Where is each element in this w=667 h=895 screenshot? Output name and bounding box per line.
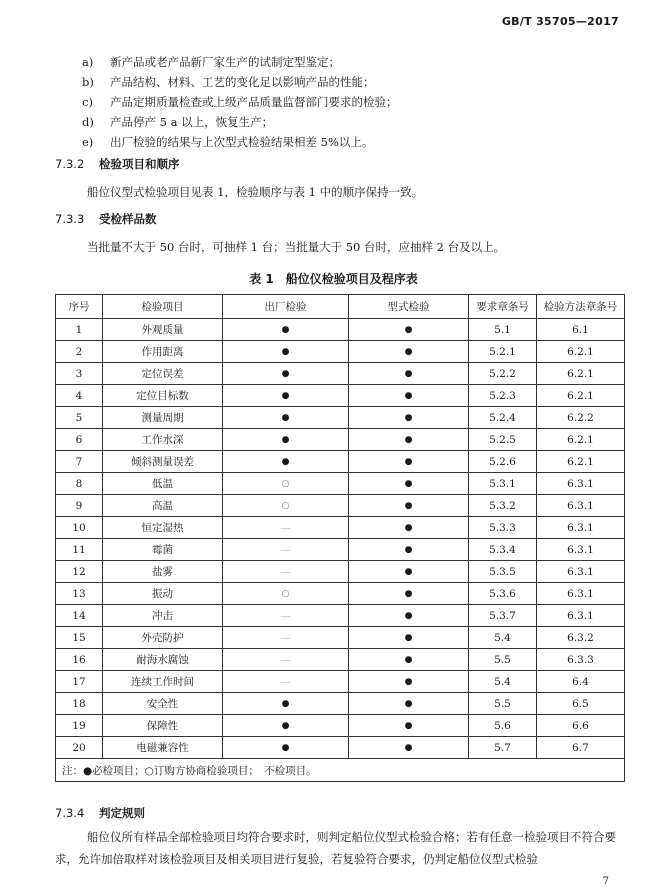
row-number-cell: 7 bbox=[56, 451, 103, 473]
row-number-cell: 14 bbox=[56, 605, 103, 627]
factory-inspection-cell: ● bbox=[223, 429, 349, 451]
factory-inspection-cell: ● bbox=[223, 715, 349, 737]
table-row bbox=[56, 385, 625, 407]
factory-inspection-cell: ● bbox=[223, 385, 349, 407]
column-header: 序号 bbox=[56, 295, 103, 319]
type-inspection-cell: ● bbox=[349, 407, 469, 429]
item-name-cell: 安全性 bbox=[103, 693, 223, 715]
type-inspection-cell: ● bbox=[349, 319, 469, 341]
method-clause-cell: 6.3.1 bbox=[537, 517, 625, 539]
list-marker: c) bbox=[82, 95, 93, 109]
item-name-cell: 霉菌 bbox=[103, 539, 223, 561]
row-number-cell: 20 bbox=[56, 737, 103, 759]
type-inspection-cell: ● bbox=[349, 539, 469, 561]
section-heading-7-3-4 bbox=[55, 805, 145, 821]
factory-inspection-cell: — bbox=[223, 539, 349, 561]
method-clause-cell: 6.2.1 bbox=[537, 429, 625, 451]
section-title: 受检样品数 bbox=[99, 212, 157, 226]
list-item bbox=[82, 72, 642, 92]
section-heading-7-3-3 bbox=[55, 211, 157, 227]
method-clause-cell: 6.3.1 bbox=[537, 583, 625, 605]
method-clause-cell: 6.3.1 bbox=[537, 561, 625, 583]
factory-inspection-cell: — bbox=[223, 671, 349, 693]
method-clause-cell: 6.6 bbox=[537, 715, 625, 737]
list-item-text: 产品定期质量检查或上级产品质量监督部门要求的检验； bbox=[110, 95, 398, 109]
method-clause-cell: 6.4 bbox=[537, 671, 625, 693]
requirement-clause-cell: 5.3.2 bbox=[469, 495, 537, 517]
table-note-row bbox=[56, 759, 625, 782]
factory-inspection-cell: ● bbox=[223, 341, 349, 363]
method-clause-cell: 6.2.2 bbox=[537, 407, 625, 429]
list-item bbox=[82, 52, 642, 72]
table-row bbox=[56, 429, 625, 451]
item-name-cell: 低温 bbox=[103, 473, 223, 495]
list-marker: e) bbox=[82, 135, 94, 149]
method-clause-cell: 6.3.1 bbox=[537, 495, 625, 517]
requirement-clause-cell: 5.5 bbox=[469, 649, 537, 671]
table-row bbox=[56, 363, 625, 385]
factory-inspection-cell: ● bbox=[223, 451, 349, 473]
method-clause-cell: 6.3.1 bbox=[537, 539, 625, 561]
item-name-cell: 恒定湿热 bbox=[103, 517, 223, 539]
factory-inspection-cell: ● bbox=[223, 363, 349, 385]
section-paragraph-7-3-3: 当批量不大于 50 台时，可抽样 1 台；当批量大于 50 台时，应抽样 2 台及以上。 bbox=[87, 240, 506, 254]
standard-code-header: GB/T 35705—2017 bbox=[501, 15, 619, 28]
table-row bbox=[56, 517, 625, 539]
section-heading-7-3-2 bbox=[55, 156, 180, 172]
requirement-clause-cell: 5.7 bbox=[469, 737, 537, 759]
factory-inspection-cell: ○ bbox=[223, 495, 349, 517]
table-header-row bbox=[56, 295, 625, 319]
requirement-clause-cell: 5.5 bbox=[469, 693, 537, 715]
requirement-clause-cell: 5.3.4 bbox=[469, 539, 537, 561]
item-name-cell: 电磁兼容性 bbox=[103, 737, 223, 759]
type-inspection-cell: ● bbox=[349, 715, 469, 737]
section-title: 检验项目和顺序 bbox=[99, 157, 180, 171]
type-inspection-cell: ● bbox=[349, 473, 469, 495]
table-note: 注：●必检项目；○订购方协商检验项目； 不检项目。 bbox=[56, 759, 625, 782]
column-header: 检验方法章条号 bbox=[537, 295, 625, 319]
item-name-cell: 定位目标数 bbox=[103, 385, 223, 407]
table-row bbox=[56, 693, 625, 715]
section-title: 判定规则 bbox=[99, 806, 145, 820]
table-row bbox=[56, 319, 625, 341]
section-number: 7.3.2 bbox=[55, 157, 85, 171]
type-inspection-cell: ● bbox=[349, 429, 469, 451]
type-inspection-cell: ● bbox=[349, 385, 469, 407]
list-item-text: 出厂检验的结果与上次型式检验结果相差 5%以上。 bbox=[110, 135, 374, 149]
type-inspection-cell: ● bbox=[349, 693, 469, 715]
type-inspection-cell: ● bbox=[349, 451, 469, 473]
row-number-cell: 18 bbox=[56, 693, 103, 715]
requirement-clause-cell: 5.4 bbox=[469, 671, 537, 693]
inspection-conditions-list bbox=[82, 52, 642, 152]
table-caption: 表 1 船位仪检验项目及程序表 bbox=[249, 272, 418, 286]
method-clause-cell: 6.2.1 bbox=[537, 341, 625, 363]
table-row bbox=[56, 407, 625, 429]
table-row bbox=[56, 539, 625, 561]
requirement-clause-cell: 5.2.3 bbox=[469, 385, 537, 407]
list-marker: a) bbox=[82, 55, 94, 69]
table-row bbox=[56, 495, 625, 517]
type-inspection-cell: ● bbox=[349, 341, 469, 363]
factory-inspection-cell: — bbox=[223, 561, 349, 583]
table-row bbox=[56, 583, 625, 605]
item-name-cell: 高温 bbox=[103, 495, 223, 517]
factory-inspection-cell: ● bbox=[223, 693, 349, 715]
list-item bbox=[82, 132, 642, 152]
requirement-clause-cell: 5.2.5 bbox=[469, 429, 537, 451]
row-number-cell: 1 bbox=[56, 319, 103, 341]
row-number-cell: 11 bbox=[56, 539, 103, 561]
requirement-clause-cell: 5.2.4 bbox=[469, 407, 537, 429]
list-marker: b) bbox=[82, 75, 94, 89]
row-number-cell: 2 bbox=[56, 341, 103, 363]
type-inspection-cell: ● bbox=[349, 649, 469, 671]
table-row bbox=[56, 671, 625, 693]
method-clause-cell: 6.5 bbox=[537, 693, 625, 715]
item-name-cell: 外观质量 bbox=[103, 319, 223, 341]
column-header: 要求章条号 bbox=[469, 295, 537, 319]
column-header: 型式检验 bbox=[349, 295, 469, 319]
list-marker: d) bbox=[82, 115, 94, 129]
item-name-cell: 振动 bbox=[103, 583, 223, 605]
factory-inspection-cell: ○ bbox=[223, 473, 349, 495]
column-header: 检验项目 bbox=[103, 295, 223, 319]
requirement-clause-cell: 5.3.3 bbox=[469, 517, 537, 539]
method-clause-cell: 6.3.1 bbox=[537, 605, 625, 627]
requirement-clause-cell: 5.1 bbox=[469, 319, 537, 341]
factory-inspection-cell: — bbox=[223, 649, 349, 671]
list-item bbox=[82, 112, 642, 132]
item-name-cell: 测量周期 bbox=[103, 407, 223, 429]
list-item bbox=[82, 92, 642, 112]
inspection-items-table bbox=[55, 294, 625, 782]
factory-inspection-cell: — bbox=[223, 605, 349, 627]
page-number: 7 bbox=[602, 876, 609, 887]
factory-inspection-cell: — bbox=[223, 517, 349, 539]
row-number-cell: 16 bbox=[56, 649, 103, 671]
section-paragraph-7-3-2: 船位仪型式检验项目见表 1，检验顺序与表 1 中的顺序保持一致。 bbox=[87, 185, 424, 199]
factory-inspection-cell: ● bbox=[223, 737, 349, 759]
type-inspection-cell: ● bbox=[349, 495, 469, 517]
type-inspection-cell: ● bbox=[349, 363, 469, 385]
table-row bbox=[56, 627, 625, 649]
type-inspection-cell: ● bbox=[349, 561, 469, 583]
row-number-cell: 13 bbox=[56, 583, 103, 605]
table-row bbox=[56, 715, 625, 737]
requirement-clause-cell: 5.2.6 bbox=[469, 451, 537, 473]
requirement-clause-cell: 5.3.1 bbox=[469, 473, 537, 495]
type-inspection-cell: ● bbox=[349, 517, 469, 539]
requirement-clause-cell: 5.6 bbox=[469, 715, 537, 737]
table-row bbox=[56, 451, 625, 473]
row-number-cell: 9 bbox=[56, 495, 103, 517]
method-clause-cell: 6.2.1 bbox=[537, 363, 625, 385]
item-name-cell: 工作水深 bbox=[103, 429, 223, 451]
table-row bbox=[56, 649, 625, 671]
item-name-cell: 保障性 bbox=[103, 715, 223, 737]
requirement-clause-cell: 5.2.2 bbox=[469, 363, 537, 385]
item-name-cell: 盐雾 bbox=[103, 561, 223, 583]
method-clause-cell: 6.1 bbox=[537, 319, 625, 341]
factory-inspection-cell: — bbox=[223, 627, 349, 649]
column-header: 出厂检验 bbox=[223, 295, 349, 319]
table-row bbox=[56, 605, 625, 627]
method-clause-cell: 6.3.3 bbox=[537, 649, 625, 671]
method-clause-cell: 6.2.1 bbox=[537, 451, 625, 473]
type-inspection-cell: ● bbox=[349, 671, 469, 693]
type-inspection-cell: ● bbox=[349, 737, 469, 759]
requirement-clause-cell: 5.3.6 bbox=[469, 583, 537, 605]
item-name-cell: 连续工作时间 bbox=[103, 671, 223, 693]
list-item-text: 产品停产 5 a 以上，恢复生产； bbox=[110, 115, 274, 129]
row-number-cell: 4 bbox=[56, 385, 103, 407]
method-clause-cell: 6.7 bbox=[537, 737, 625, 759]
item-name-cell: 倾斜测量误差 bbox=[103, 451, 223, 473]
method-clause-cell: 6.2.1 bbox=[537, 385, 625, 407]
row-number-cell: 17 bbox=[56, 671, 103, 693]
row-number-cell: 5 bbox=[56, 407, 103, 429]
factory-inspection-cell: ○ bbox=[223, 583, 349, 605]
item-name-cell: 耐海水腐蚀 bbox=[103, 649, 223, 671]
table-row bbox=[56, 473, 625, 495]
requirement-clause-cell: 5.3.5 bbox=[469, 561, 537, 583]
table-row bbox=[56, 737, 625, 759]
row-number-cell: 19 bbox=[56, 715, 103, 737]
row-number-cell: 6 bbox=[56, 429, 103, 451]
method-clause-cell: 6.3.2 bbox=[537, 627, 625, 649]
factory-inspection-cell: ● bbox=[223, 407, 349, 429]
row-number-cell: 8 bbox=[56, 473, 103, 495]
section-number: 7.3.4 bbox=[55, 806, 85, 820]
item-name-cell: 定位误差 bbox=[103, 363, 223, 385]
row-number-cell: 12 bbox=[56, 561, 103, 583]
row-number-cell: 15 bbox=[56, 627, 103, 649]
item-name-cell: 冲击 bbox=[103, 605, 223, 627]
requirement-clause-cell: 5.3.7 bbox=[469, 605, 537, 627]
type-inspection-cell: ● bbox=[349, 605, 469, 627]
section-paragraph-7-3-4: 船位仪所有样品全部检验项目均符合要求时，则判定船位仪型式检验合格；若有任意一检验项目不符合要求，允许加倍取样对该检验项目及相关项目进行复验，若复验符合要求，仍判定船位仪型式检验 bbox=[55, 830, 616, 866]
list-item-text: 新产品或老产品新厂家生产的试制定型鉴定； bbox=[110, 55, 340, 69]
table-row bbox=[56, 561, 625, 583]
row-number-cell: 10 bbox=[56, 517, 103, 539]
factory-inspection-cell: ● bbox=[223, 319, 349, 341]
row-number-cell: 3 bbox=[56, 363, 103, 385]
list-item-text: 产品结构、材料、工艺的变化足以影响产品的性能； bbox=[110, 75, 375, 89]
section-number: 7.3.3 bbox=[55, 212, 85, 226]
item-name-cell: 外壳防护 bbox=[103, 627, 223, 649]
requirement-clause-cell: 5.4 bbox=[469, 627, 537, 649]
method-clause-cell: 6.3.1 bbox=[537, 473, 625, 495]
requirement-clause-cell: 5.2.1 bbox=[469, 341, 537, 363]
table-row bbox=[56, 341, 625, 363]
type-inspection-cell: ● bbox=[349, 583, 469, 605]
item-name-cell: 作用距离 bbox=[103, 341, 223, 363]
type-inspection-cell: ● bbox=[349, 627, 469, 649]
